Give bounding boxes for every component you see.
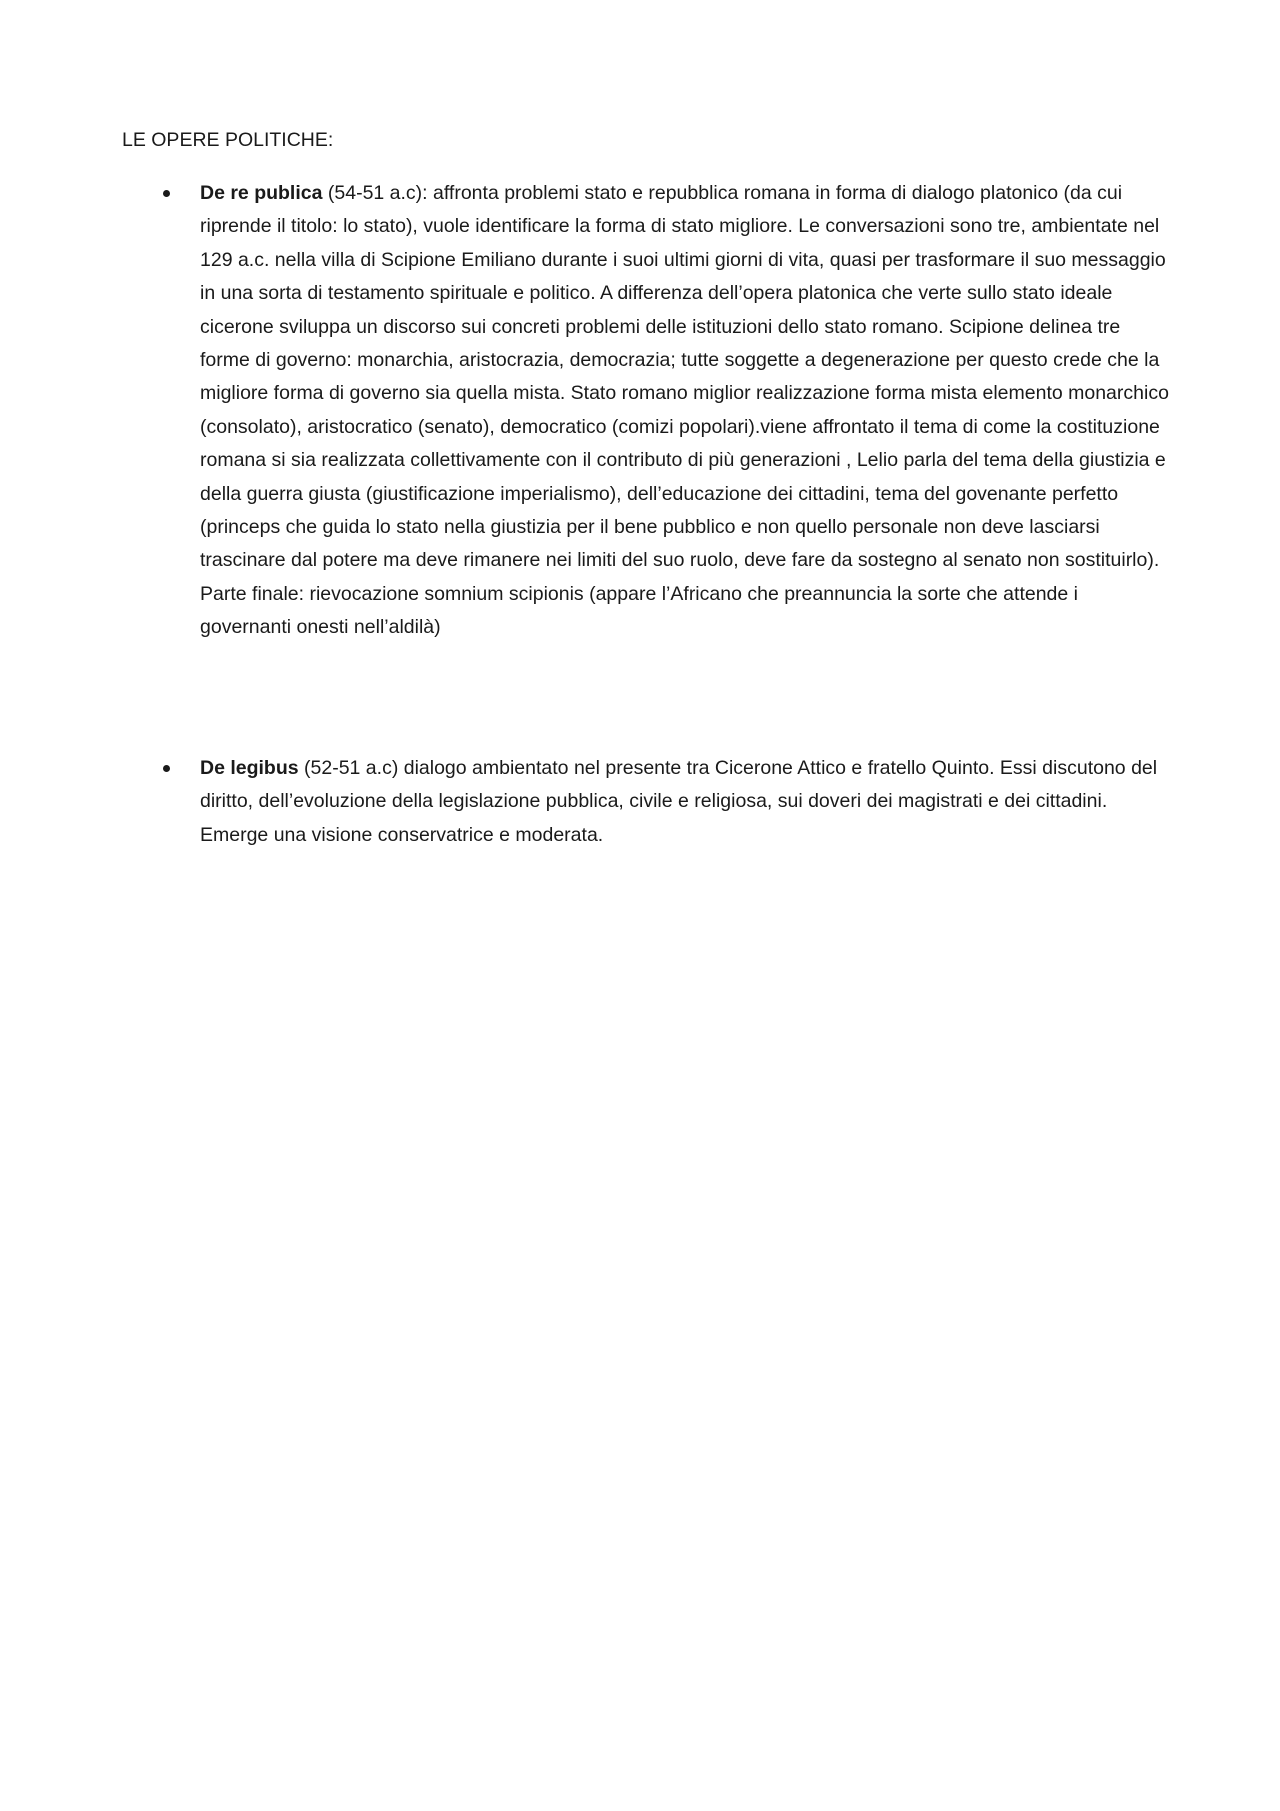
list-item [200, 752, 1172, 852]
item-title: De legibus [200, 757, 299, 779]
item-text: (52-51 a.c) dialogo ambientato nel presente tra Cicerone Attico e fratello Quinto. Essi discutono del diritto, dell’evoluzione della legislazione pubblica, civile e religiosa, sui doveri dei magistrati e dei cittadini. Emerge una visione conservatrice e moderata. [200, 757, 1158, 846]
document-heading: LE OPERE POLITICHE: [122, 129, 334, 151]
list-item [200, 177, 1172, 645]
item-text: (54-51 a.c): affronta problemi stato e repubblica romana in forma di dialogo platonico (da cui riprende il titolo: lo stato), vuole identificare la forma di stato migliore. Le conversazioni sono tre, ambientate nel 129 a.c. nella villa di Scipione Emiliano durante i suoi ultimi giorni di vita, quasi per trasformare il suo messaggio in una sorta di testamento spirituale e politico. A differenza dell’opera platonica che verte sullo stato ideale cicerone sviluppa un discorso sui concreti problemi delle istituzioni dello stato romano. Scipione delinea tre forme di governo: monarchia, aristocrazia, democrazia; tutte soggette a degenerazione per questo crede che la migliore forma di governo sia quella mista. Stato romano miglior realizzazione forma mista elemento monarchico (consolato), aristocratico (senato), democratico (comizi popolari).viene affrontato il tema di come la costituzione romana si sia realizzata collettivamente con il contributo di più generazioni , Lelio parla del tema della giustizia e della guerra giusta (giustificazione imperialismo), dell’educazione dei cittadini, tema del govenante perfetto (princeps che guida lo stato nella giustizia per il bene pubblico e non quello personale non deve lasciarsi trascinare dal potere ma deve rimanere nei limiti del suo ruolo, deve fare da sostegno al senato non sostituirlo). Parte finale: rievocazione somnium scipionis (appare l’Africano che preannuncia la sorte che attende i governanti onesti nell’aldilà) [200, 182, 1169, 639]
bullet-icon [163, 765, 170, 772]
bullet-icon [163, 190, 170, 197]
item-title: De re publica [200, 182, 323, 204]
